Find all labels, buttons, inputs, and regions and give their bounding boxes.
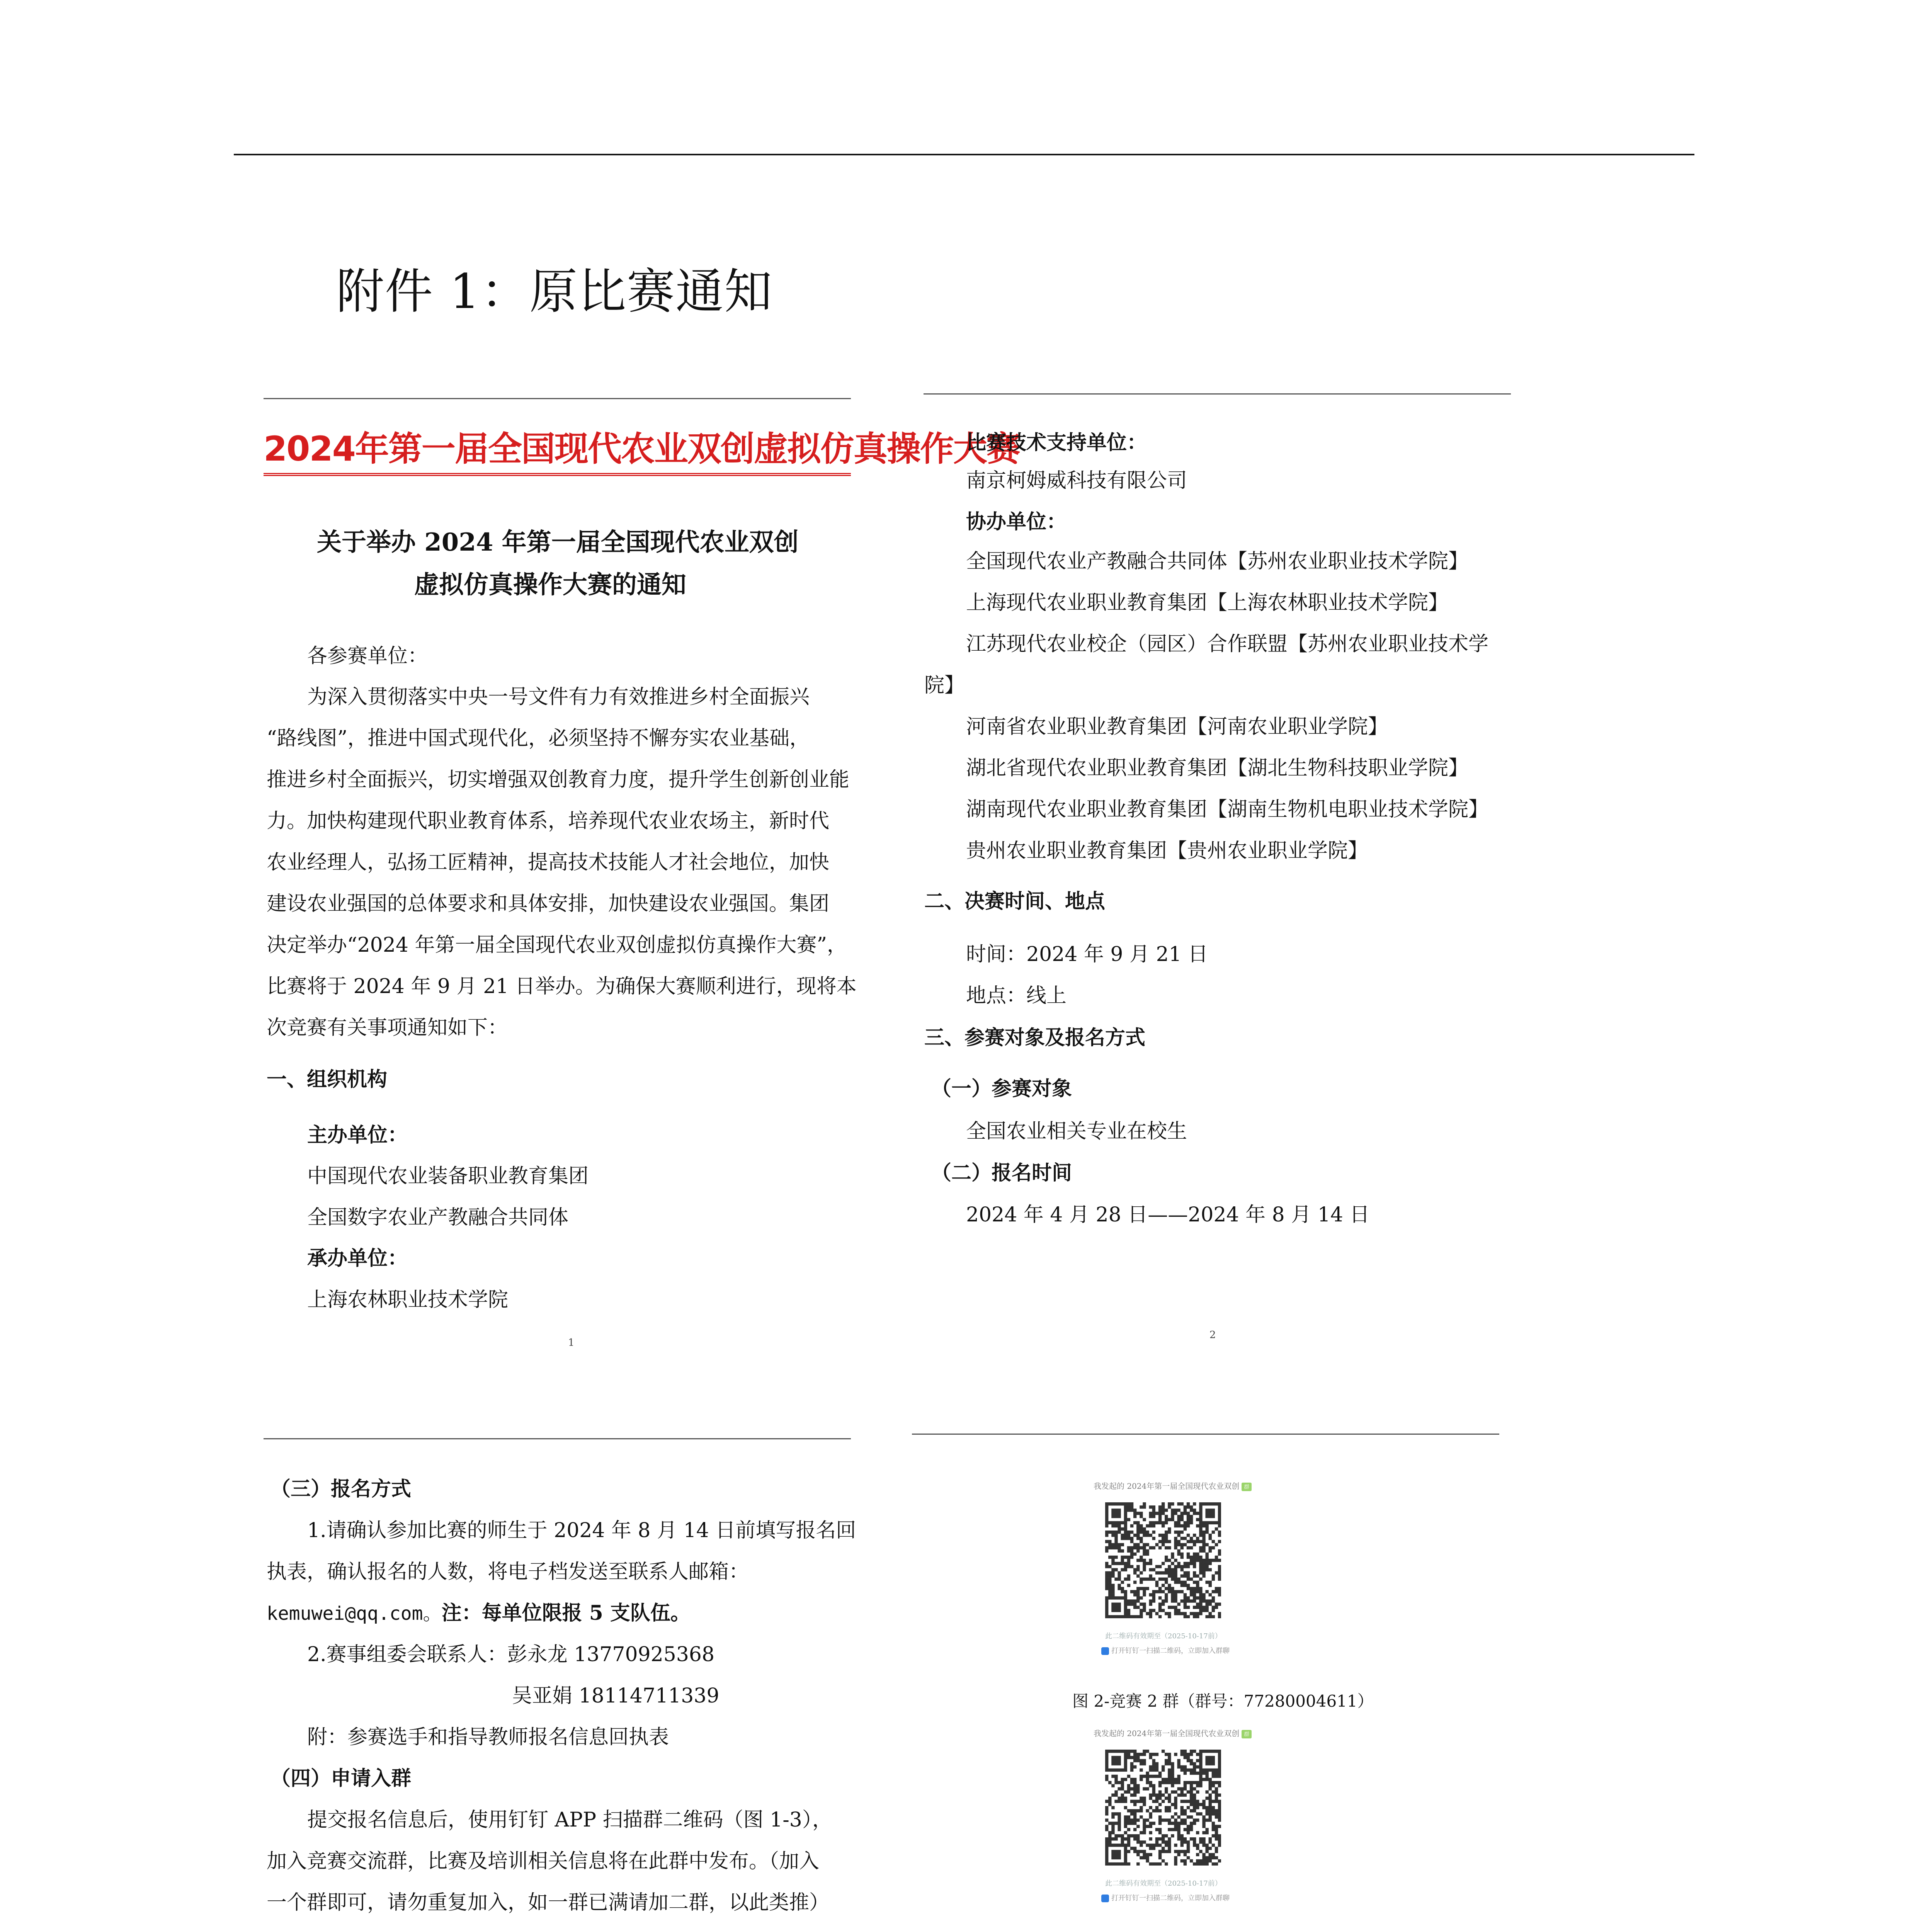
host-item: 全国数字农业产教融合共同体 [307, 1206, 569, 1229]
qr-scan-hint: 打开钉钉一扫描二维码，立即加入群聊 [1101, 1893, 1230, 1903]
co-organizer-item: 江苏现代农业校企（园区）合作联盟【苏州农业职业技术学 [966, 633, 1489, 656]
subsection-heading: （三）报名方式 [270, 1477, 412, 1501]
host-label: 主办单位： [307, 1123, 408, 1147]
email-text: kemuwei@qq.com。 [267, 1603, 442, 1624]
organizer-item: 上海农林职业技术学院 [307, 1288, 509, 1311]
join-group-line: 提交报名信息后，使用钉钉 APP 扫描群二维码（图 1-3）， [307, 1808, 832, 1832]
intro-line: 建设农业强国的总体要求和具体安排，加快建设农业强国。集团 [267, 892, 830, 915]
qr-card-group-3 [1082, 1727, 1250, 1920]
dingtalk-icon [1101, 1647, 1109, 1655]
notice-title-line1: 关于举办 2024 年第一届全国现代农业双创 [317, 528, 799, 557]
intro-line: 为深入贯彻落实中央一号文件有力有效推进乡村全面振兴 [307, 685, 810, 709]
contact-line: 吴亚娟 18114711339 [512, 1684, 720, 1708]
competition-banner: 2024年第一届全国现代农业双创虚拟仿真操作大赛 [264, 422, 851, 476]
qr-validity-text: 此二维码有效期至（2025-10-17前） [1105, 1879, 1222, 1888]
co-organizer-item: 全国现代农业产教融合共同体【苏州农业职业技术学院】 [966, 550, 1469, 573]
registration-line: 1.请确认参加比赛的师生于 2024 年 8 月 14 日前填写报名回 [307, 1519, 856, 1542]
qr-card-group-2 [1082, 1480, 1250, 1673]
panel3-top-rule [264, 1438, 851, 1439]
subsection-heading: （二）报名时间 [931, 1161, 1072, 1185]
intro-line: “路线图”，推进中国式现代化，必须坚持不懈夯实农业基础， [267, 727, 810, 750]
participants-text: 全国农业相关专业在校生 [966, 1120, 1187, 1143]
co-organizer-item: 湖北省现代农业职业教育集团【湖北生物科技职业学院】 [966, 757, 1469, 780]
section-heading-1: 一、组织机构 [267, 1068, 388, 1091]
panel1-top-rule [264, 398, 851, 399]
qr-caption-group-2: 图 2-竞赛 2 群（群号：77280004611） [1072, 1692, 1374, 1711]
tech-support-label: 比赛技术支持单位： [966, 431, 1147, 454]
panel1-page-number: 1 [568, 1337, 575, 1349]
final-place: 地点：线上 [966, 984, 1067, 1007]
join-group-line: 加入竞赛交流群，比赛及培训相关信息将在此群中发布。（加入 [267, 1850, 820, 1873]
co-organizer-label: 协办单位： [966, 510, 1067, 534]
team-limit-note: 注：每单位限报 5 支队伍。 [441, 1601, 691, 1625]
intro-line: 推进乡村全面振兴，切实增强双创教育力度，提升学生创新创业能 [267, 768, 850, 791]
co-organizer-item: 上海现代农业职业教育集团【上海农林职业技术学院】 [966, 591, 1449, 614]
qr-code-image [1105, 1502, 1221, 1618]
co-organizer-item: 贵州农业职业教育集团【贵州农业职业学院】 [966, 839, 1368, 862]
contact-email [267, 1603, 691, 1623]
co-organizer-item: 河南省农业职业教育集团【河南农业职业学院】 [966, 715, 1388, 738]
salutation: 各参赛单位： [307, 645, 428, 668]
attachment-note: 附：参赛选手和指导教师报名信息回执表 [307, 1726, 669, 1749]
panel4-top-rule [912, 1434, 1499, 1435]
subsection-heading: （一）参赛对象 [931, 1077, 1072, 1100]
qr-card-header: 我发起的 2024年第一届全国现代农业双创 群 [1094, 1480, 1252, 1491]
panel2-top-rule [924, 393, 1511, 395]
notice-title-line2: 虚拟仿真操作大赛的通知 [414, 570, 686, 599]
registration-line: 执表，确认报名的人数，将电子档发送至联系人邮箱： [267, 1560, 749, 1583]
intro-line: 比赛将于 2024 年 9 月 21 日举办。为确保大赛顺利进行，现将本 [267, 975, 857, 998]
organizer-label: 承办单位： [307, 1247, 408, 1270]
intro-line: 次竞赛有关事项通知如下： [267, 1016, 508, 1039]
final-time: 时间：2024 年 9 月 21 日 [966, 943, 1208, 966]
qr-scan-hint: 打开钉钉一扫描二维码，立即加入群聊 [1101, 1645, 1230, 1655]
contact-line: 2.赛事组委会联系人：彭永龙 13770925368 [307, 1643, 715, 1666]
intro-line: 决定举办“2024 年第一届全国现代农业双创虚拟仿真操作大赛”， [267, 934, 847, 957]
top-rule [234, 154, 1694, 155]
dingtalk-icon [1101, 1895, 1109, 1902]
subsection-heading: （四）申请入群 [270, 1767, 412, 1790]
join-group-line: 一个群即可，请勿重复加入，如一群已满请加二群，以此类推） [267, 1891, 830, 1914]
section-heading-2: 二、决赛时间、地点 [924, 889, 1106, 913]
intro-line: 农业经理人，弘扬工匠精神，提高技术技能人才社会地位，加快 [267, 851, 830, 874]
host-item: 中国现代农业装备职业教育集团 [307, 1165, 589, 1188]
registration-period: 2024 年 4 月 28 日——2024 年 8 月 14 日 [966, 1203, 1370, 1226]
qr-code-image [1105, 1750, 1221, 1866]
intro-line: 力。加快构建现代职业教育体系，培养现代农业农场主，新时代 [267, 810, 830, 833]
co-organizer-item: 院】 [924, 674, 965, 697]
co-organizer-item: 湖南现代农业职业教育集团【湖南生物机电职业技术学院】 [966, 798, 1489, 821]
page-title: 附件 1：原比赛通知 [336, 264, 773, 320]
section-heading-3: 三、参赛对象及报名方式 [924, 1026, 1146, 1049]
tech-support-item: 南京柯姆威科技有限公司 [966, 469, 1187, 492]
qr-validity-text: 此二维码有效期至（2025-10-17前） [1105, 1632, 1222, 1640]
qr-card-header: 我发起的 2024年第一届全国现代农业双创 群 [1094, 1727, 1252, 1738]
panel2-page-number: 2 [1209, 1329, 1216, 1341]
